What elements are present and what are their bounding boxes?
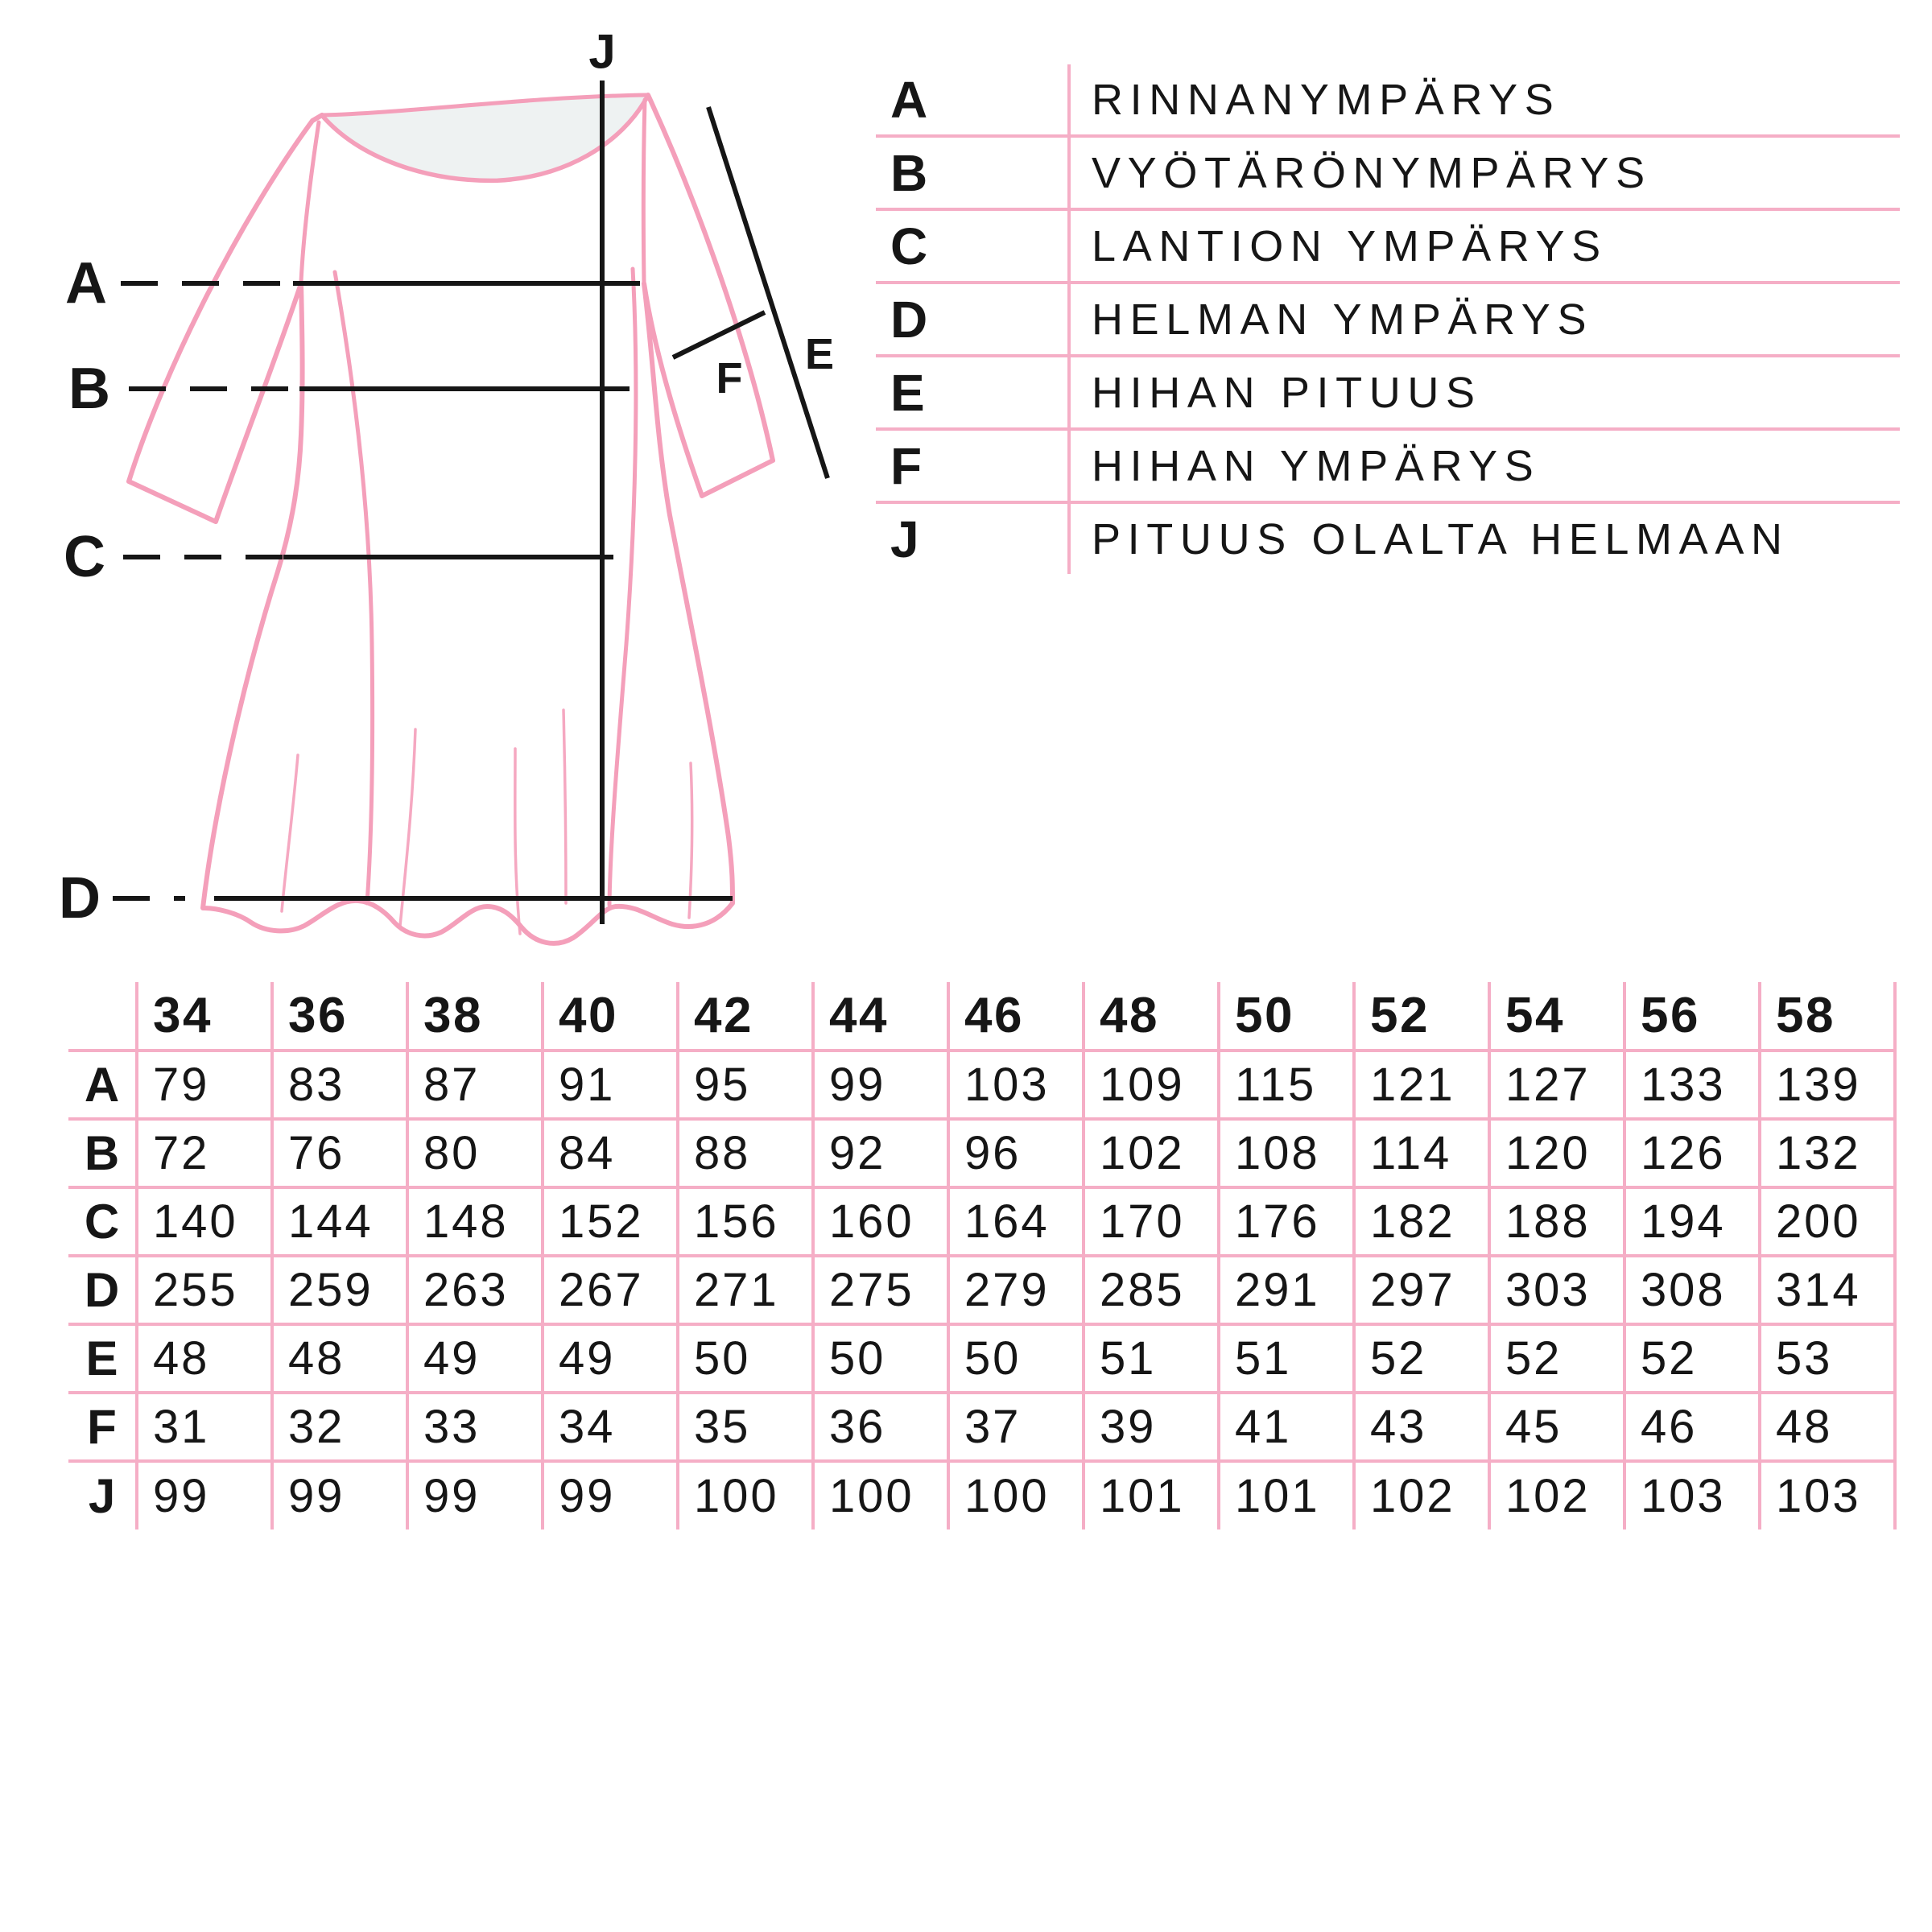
measure-value-cell: 31 bbox=[137, 1393, 272, 1461]
size-table-row bbox=[68, 1256, 1895, 1324]
measure-value-cell: 176 bbox=[1219, 1187, 1354, 1256]
measure-value-cell: 88 bbox=[678, 1119, 813, 1187]
legend-label: VYÖTÄRÖNYMPÄRYS bbox=[1067, 138, 1900, 208]
legend-label: HIHAN YMPÄRYS bbox=[1067, 431, 1900, 501]
size-table-row bbox=[68, 1051, 1895, 1119]
size-column-header: 52 bbox=[1354, 982, 1489, 1051]
legend-label: HIHAN PITUUS bbox=[1067, 357, 1900, 427]
measure-value-cell: 121 bbox=[1354, 1051, 1489, 1119]
size-table bbox=[68, 982, 1897, 1530]
measure-value-cell: 101 bbox=[1219, 1461, 1354, 1530]
measure-value-cell: 79 bbox=[137, 1051, 272, 1119]
legend-row bbox=[876, 138, 1900, 211]
right-armhole-seam bbox=[643, 100, 645, 282]
measure-value-cell: 285 bbox=[1084, 1256, 1219, 1324]
measure-value-cell: 156 bbox=[678, 1187, 813, 1256]
measure-value-cell: 100 bbox=[948, 1461, 1084, 1530]
measure-value-cell: 303 bbox=[1489, 1256, 1624, 1324]
diagram-label-j: J bbox=[588, 24, 616, 79]
measure-row-key: B bbox=[68, 1119, 137, 1187]
measure-value-cell: 99 bbox=[137, 1461, 272, 1530]
size-column-header: 50 bbox=[1219, 982, 1354, 1051]
dress-silhouette bbox=[129, 95, 773, 943]
measure-value-cell: 43 bbox=[1354, 1393, 1489, 1461]
measure-row-key: J bbox=[68, 1461, 137, 1530]
size-table-row bbox=[68, 1187, 1895, 1256]
size-table-corner bbox=[68, 982, 137, 1051]
measure-value-cell: 115 bbox=[1219, 1051, 1354, 1119]
size-column-header: 56 bbox=[1624, 982, 1760, 1051]
legend-row bbox=[876, 504, 1900, 574]
measure-value-cell: 49 bbox=[543, 1324, 678, 1393]
measure-value-cell: 133 bbox=[1624, 1051, 1760, 1119]
measure-value-cell: 53 bbox=[1760, 1324, 1895, 1393]
measure-value-cell: 194 bbox=[1624, 1187, 1760, 1256]
size-column-header: 44 bbox=[813, 982, 948, 1051]
measure-value-cell: 255 bbox=[137, 1256, 272, 1324]
measure-value-cell: 291 bbox=[1219, 1256, 1354, 1324]
measure-value-cell: 72 bbox=[137, 1119, 272, 1187]
measure-row-key: E bbox=[68, 1324, 137, 1393]
size-column-header: 42 bbox=[678, 982, 813, 1051]
legend-key: E bbox=[890, 363, 925, 422]
size-table-row bbox=[68, 1461, 1895, 1530]
size-column-header: 58 bbox=[1760, 982, 1895, 1051]
legend-row bbox=[876, 211, 1900, 284]
measure-value-cell: 100 bbox=[678, 1461, 813, 1530]
size-column-header: 48 bbox=[1084, 982, 1219, 1051]
legend-label: RINNANYMPÄRYS bbox=[1067, 64, 1900, 134]
measure-value-cell: 271 bbox=[678, 1256, 813, 1324]
measure-value-cell: 200 bbox=[1760, 1187, 1895, 1256]
measure-value-cell: 103 bbox=[1624, 1461, 1760, 1530]
measure-value-cell: 132 bbox=[1760, 1119, 1895, 1187]
measure-value-cell: 87 bbox=[407, 1051, 543, 1119]
measure-value-cell: 109 bbox=[1084, 1051, 1219, 1119]
measure-value-cell: 45 bbox=[1489, 1393, 1624, 1461]
measure-value-cell: 76 bbox=[272, 1119, 407, 1187]
measure-value-cell: 152 bbox=[543, 1187, 678, 1256]
legend-key: F bbox=[890, 436, 923, 495]
size-column-header: 36 bbox=[272, 982, 407, 1051]
measure-value-cell: 34 bbox=[543, 1393, 678, 1461]
measure-value-cell: 140 bbox=[137, 1187, 272, 1256]
measure-value-cell: 91 bbox=[543, 1051, 678, 1119]
measure-value-cell: 139 bbox=[1760, 1051, 1895, 1119]
diagram-label-a: A bbox=[65, 251, 107, 316]
legend-label: HELMAN YMPÄRYS bbox=[1067, 284, 1900, 354]
measure-value-cell: 80 bbox=[407, 1119, 543, 1187]
diagram-label-c: C bbox=[64, 525, 105, 589]
legend-key: D bbox=[890, 290, 928, 349]
size-table-row bbox=[68, 1393, 1895, 1461]
legend-row bbox=[876, 64, 1900, 138]
measure-row-key: C bbox=[68, 1187, 137, 1256]
measure-value-cell: 182 bbox=[1354, 1187, 1489, 1256]
measure-value-cell: 52 bbox=[1489, 1324, 1624, 1393]
size-column-header: 54 bbox=[1489, 982, 1624, 1051]
measure-value-cell: 308 bbox=[1624, 1256, 1760, 1324]
measure-value-cell: 259 bbox=[272, 1256, 407, 1324]
measure-value-cell: 297 bbox=[1354, 1256, 1489, 1324]
measure-value-cell: 92 bbox=[813, 1119, 948, 1187]
size-header-row bbox=[68, 982, 1895, 1051]
diagram-label-b: B bbox=[68, 357, 110, 421]
legend-table bbox=[876, 64, 1900, 574]
measure-value-cell: 33 bbox=[407, 1393, 543, 1461]
size-table-row bbox=[68, 1119, 1895, 1187]
measure-value-cell: 37 bbox=[948, 1393, 1084, 1461]
size-column-header: 40 bbox=[543, 982, 678, 1051]
legend-key: J bbox=[890, 510, 919, 568]
measure-value-cell: 84 bbox=[543, 1119, 678, 1187]
measure-value-cell: 50 bbox=[678, 1324, 813, 1393]
legend-label: LANTION YMPÄRYS bbox=[1067, 211, 1900, 281]
measure-value-cell: 51 bbox=[1219, 1324, 1354, 1393]
legend-label: PITUUS OLALTA HELMAAN bbox=[1067, 504, 1900, 574]
measure-value-cell: 108 bbox=[1219, 1119, 1354, 1187]
measure-value-cell: 48 bbox=[272, 1324, 407, 1393]
measure-value-cell: 120 bbox=[1489, 1119, 1624, 1187]
measure-value-cell: 52 bbox=[1624, 1324, 1760, 1393]
measure-value-cell: 50 bbox=[813, 1324, 948, 1393]
measure-value-cell: 127 bbox=[1489, 1051, 1624, 1119]
measure-value-cell: 41 bbox=[1219, 1393, 1354, 1461]
measure-row-key: A bbox=[68, 1051, 137, 1119]
measure-value-cell: 275 bbox=[813, 1256, 948, 1324]
legend-row bbox=[876, 284, 1900, 357]
measure-value-cell: 263 bbox=[407, 1256, 543, 1324]
measure-value-cell: 46 bbox=[1624, 1393, 1760, 1461]
measure-value-cell: 48 bbox=[137, 1324, 272, 1393]
diagram-label-d: D bbox=[59, 866, 101, 931]
measure-value-cell: 279 bbox=[948, 1256, 1084, 1324]
measure-value-cell: 103 bbox=[1760, 1461, 1895, 1530]
measure-value-cell: 32 bbox=[272, 1393, 407, 1461]
diagram-label-f: F bbox=[716, 354, 743, 402]
legend-row bbox=[876, 431, 1900, 504]
legend-key: B bbox=[890, 143, 928, 202]
size-table-row bbox=[68, 1324, 1895, 1393]
measure-value-cell: 102 bbox=[1489, 1461, 1624, 1530]
measure-value-cell: 314 bbox=[1760, 1256, 1895, 1324]
measure-value-cell: 52 bbox=[1354, 1324, 1489, 1393]
measure-value-cell: 126 bbox=[1624, 1119, 1760, 1187]
measure-value-cell: 100 bbox=[813, 1461, 948, 1530]
measure-value-cell: 36 bbox=[813, 1393, 948, 1461]
measure-value-cell: 96 bbox=[948, 1119, 1084, 1187]
measure-value-cell: 188 bbox=[1489, 1187, 1624, 1256]
measure-value-cell: 99 bbox=[407, 1461, 543, 1530]
measure-value-cell: 39 bbox=[1084, 1393, 1219, 1461]
measure-value-cell: 164 bbox=[948, 1187, 1084, 1256]
measure-value-cell: 99 bbox=[543, 1461, 678, 1530]
measure-value-cell: 83 bbox=[272, 1051, 407, 1119]
measure-value-cell: 49 bbox=[407, 1324, 543, 1393]
diagram-label-e: E bbox=[804, 330, 835, 378]
measure-value-cell: 51 bbox=[1084, 1324, 1219, 1393]
measure-value-cell: 114 bbox=[1354, 1119, 1489, 1187]
size-column-header: 46 bbox=[948, 982, 1084, 1051]
measure-row-key: D bbox=[68, 1256, 137, 1324]
measure-value-cell: 50 bbox=[948, 1324, 1084, 1393]
size-column-header: 38 bbox=[407, 982, 543, 1051]
measure-value-cell: 170 bbox=[1084, 1187, 1219, 1256]
measure-value-cell: 144 bbox=[272, 1187, 407, 1256]
size-column-header: 34 bbox=[137, 982, 272, 1051]
legend-row bbox=[876, 357, 1900, 431]
measure-value-cell: 99 bbox=[813, 1051, 948, 1119]
measure-value-cell: 95 bbox=[678, 1051, 813, 1119]
measure-value-cell: 160 bbox=[813, 1187, 948, 1256]
measure-value-cell: 148 bbox=[407, 1187, 543, 1256]
measure-value-cell: 99 bbox=[272, 1461, 407, 1530]
legend-key: A bbox=[890, 70, 928, 129]
legend-key: C bbox=[890, 217, 928, 275]
measure-row-key: F bbox=[68, 1393, 137, 1461]
measure-value-cell: 48 bbox=[1760, 1393, 1895, 1461]
measure-value-cell: 103 bbox=[948, 1051, 1084, 1119]
measure-value-cell: 102 bbox=[1354, 1461, 1489, 1530]
measure-value-cell: 35 bbox=[678, 1393, 813, 1461]
measure-value-cell: 102 bbox=[1084, 1119, 1219, 1187]
measure-value-cell: 267 bbox=[543, 1256, 678, 1324]
measure-value-cell: 101 bbox=[1084, 1461, 1219, 1530]
dress-diagram bbox=[0, 0, 886, 966]
